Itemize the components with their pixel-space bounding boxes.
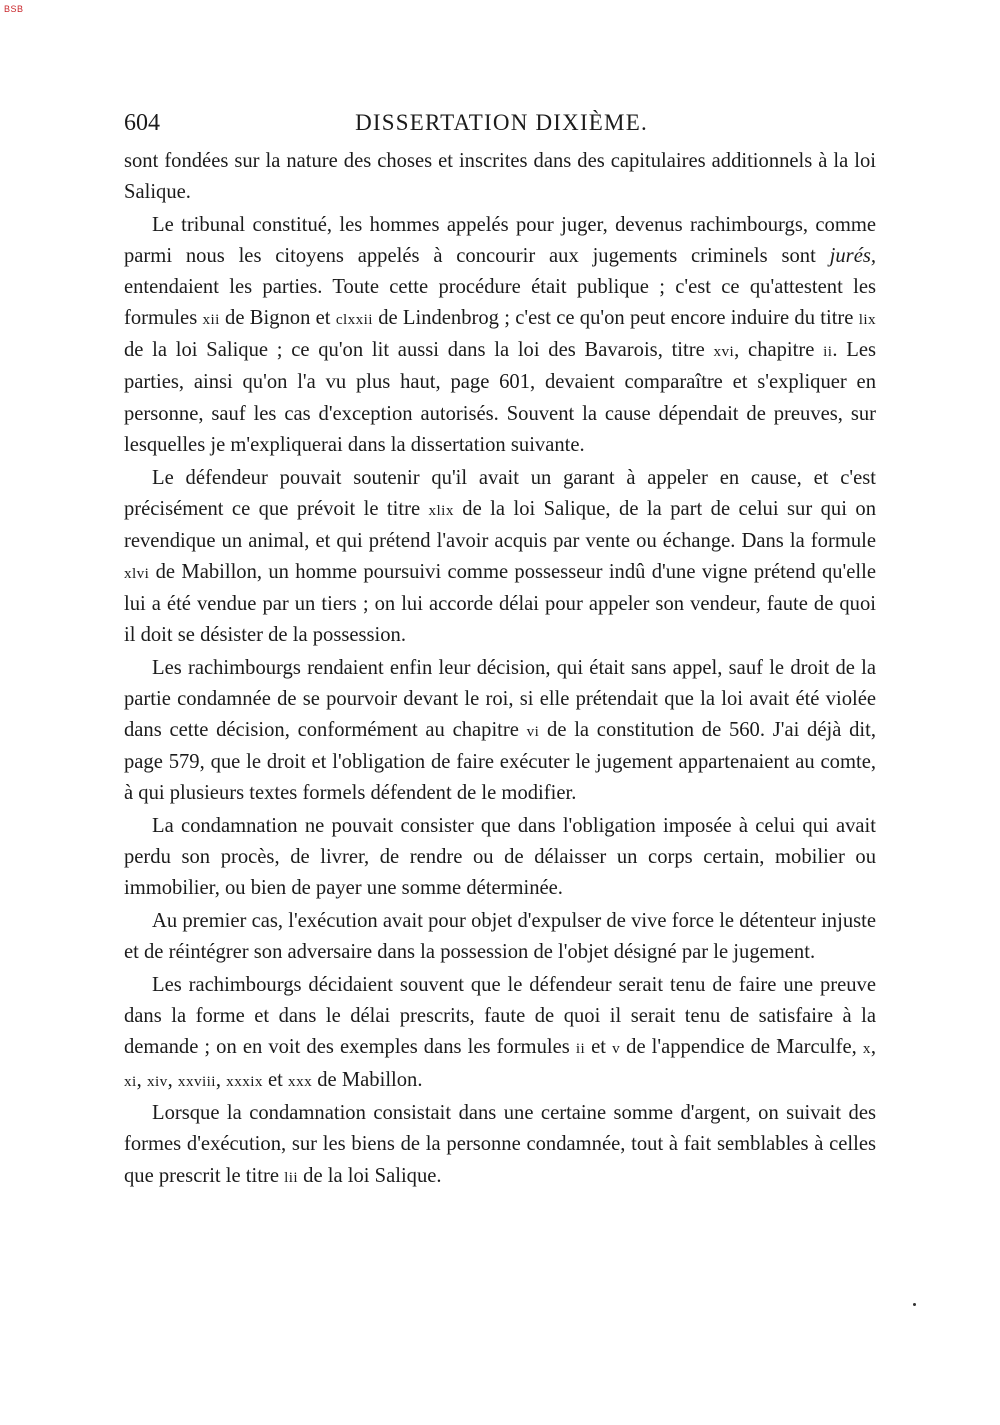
- text-run: de Mabillon, un homme poursuivi comme possesseur indû d'une vigne prétend qu'elle lui a été vendue par un tiers ; on lui accorde délai pour appeler son vendeur, faute de quoi il doit se désister de la possession.: [124, 560, 876, 646]
- text-run: ,: [870, 1036, 877, 1059]
- running-title: DISSERTATION DIXIÈME.: [355, 110, 648, 135]
- text-run: . Les parties, ainsi qu'on l'a vu plus haut, page 601, devaient comparaître et s'expliquer en personne, sauf les cas d'exception autorisés. Souvent la cause dépendait de preuves, sur lesquelles je m'expliquerai dans la dissertation suivante.: [124, 339, 877, 456]
- paragraph: [124, 970, 876, 1096]
- text-run: sont fondées sur la nature des choses et inscrites dans des capitulaires additionnels à la loi Salique.: [124, 150, 876, 204]
- roman-numeral-reference: xi: [124, 1072, 137, 1090]
- paragraph: [124, 653, 876, 809]
- text-run: et: [585, 1036, 613, 1059]
- roman-numeral-reference: lix: [858, 311, 876, 329]
- text-run: de Lindenbrog ; c'est ce qu'on peut encore induire du titre: [372, 307, 859, 330]
- roman-numeral-reference: ii: [823, 343, 833, 361]
- roman-numeral-reference: xlix: [428, 501, 454, 519]
- text-run: Lorsque la condamnation consistait dans une certaine somme d'argent, on suivait des formes d'exécution, sur les biens de la personne condamnée, tout à fait semblables à celles que prescrit le titre: [124, 1102, 876, 1187]
- text-run: ,: [136, 1068, 147, 1091]
- library-stamp: BSB: [4, 4, 24, 14]
- text-run: de l'appendice de Marculfe,: [620, 1036, 863, 1059]
- paragraph: [124, 811, 876, 904]
- text-run: de la constitution de 560. J'ai déjà dit, page 579, que le droit et l'obligation de faire exécuter le jugement appartenaient au comte, à qui plusieurs textes formels défendent de le modifier.: [124, 719, 876, 805]
- text-run: de la loi Salique, de la part de celui sur qui on revendique un animal, et qui prétend l'avoir acquis par vente ou échange. Dans la formule: [124, 497, 876, 552]
- roman-numeral-reference: x: [862, 1040, 871, 1058]
- text-run: ,: [167, 1068, 178, 1091]
- text-run: entendaient les parties. Toute cette procédure était publique ; c'est ce qu'attestent les formules: [124, 276, 876, 330]
- text-run: de Bignon et: [219, 307, 336, 330]
- roman-numeral-reference: clxxii: [335, 311, 373, 329]
- body-text: [124, 146, 876, 1193]
- text-run: ,: [215, 1068, 227, 1091]
- page-number: 604: [124, 110, 160, 136]
- text-run: et: [262, 1068, 289, 1091]
- text-run: , chapitre: [734, 339, 824, 362]
- roman-numeral-reference: xiv: [146, 1072, 168, 1090]
- paragraph: [124, 1098, 876, 1192]
- text-run: Le tribunal constitué, les hommes appelés pour juger, devenus rachimbourgs, comme parmi nous les citoyens appelés à concourir aux jugements criminels sont: [124, 213, 876, 268]
- roman-numeral-reference: xxx: [288, 1072, 313, 1090]
- page-header: [124, 110, 879, 142]
- roman-numeral-reference: xlvi: [124, 564, 150, 582]
- roman-numeral-reference: vi: [526, 723, 540, 741]
- print-speck: [913, 1303, 916, 1306]
- roman-numeral-reference: lii: [284, 1168, 299, 1186]
- paragraph: [124, 210, 876, 461]
- roman-numeral-reference: xvi: [713, 343, 735, 361]
- text-run: La condamnation ne pouvait consister que dans l'obligation imposée à celui qui avait perdu son procès, de livrer, de rendre ou de délaisser un corps certain, mobilier ou immobilier, ou bien de payer une somme déterminée.: [124, 815, 876, 900]
- text-run: Les rachimbourgs décidaient souvent que le défendeur serait tenu de faire une preuve dans la forme et dans le délai prescrits, faute de quoi il serait tenu de satisfaire à la demande ; on en voit des exemples dans les formules: [124, 974, 876, 1059]
- roman-numeral-reference: ii: [575, 1040, 586, 1058]
- text-run: de la loi Salique.: [298, 1164, 442, 1187]
- roman-numeral-reference: xxxix: [226, 1072, 263, 1090]
- text-run: Au premier cas, l'exécution avait pour objet d'expulser de vive force le détenteur injuste et de réintégrer son adversaire dans la possession de l'objet désigné par le jugement.: [124, 910, 876, 964]
- text-run: de Mabillon.: [312, 1068, 423, 1091]
- roman-numeral-reference: xxviii: [177, 1072, 216, 1090]
- paragraph: [124, 146, 876, 208]
- text-run: Les rachimbourgs rendaient enfin leur décision, qui était sans appel, sauf le droit de la partie condamnée de se pourvoir devant le roi, si elle prétendait que la loi avait été violée dans cette décision, conformément au chapitre: [124, 656, 876, 742]
- paragraph: [124, 906, 876, 968]
- text-run: Le défendeur pouvait soutenir qu'il avait un garant à appeler en cause, et c'est précisément ce que prévoit le titre: [124, 466, 876, 520]
- italic-term: jurés,: [829, 245, 876, 268]
- paragraph: [124, 463, 876, 652]
- roman-numeral-reference: v: [612, 1040, 621, 1058]
- roman-numeral-reference: xii: [202, 311, 220, 329]
- text-run: de la loi Salique ; ce qu'on lit aussi dans la loi des Bavarois, titre: [124, 339, 714, 362]
